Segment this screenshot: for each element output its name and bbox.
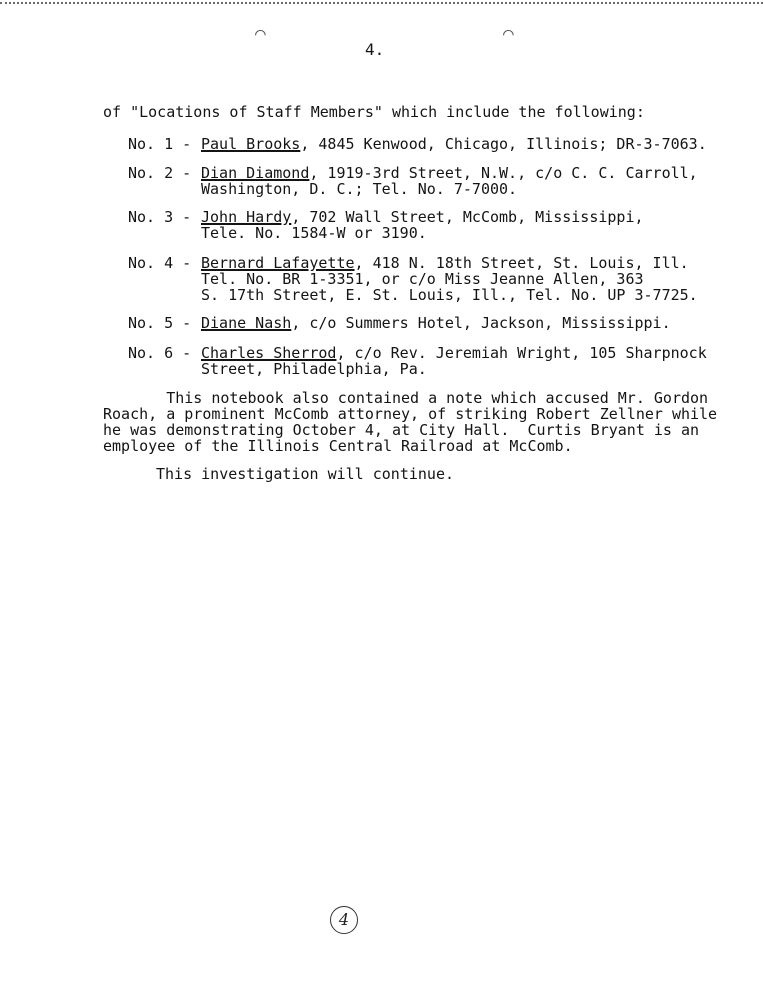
entry-body [201, 345, 721, 377]
paragraph-line-3: he was demonstrating October 4, at City Hall. Curtis Bryant is an [103, 421, 700, 439]
circled-page-number: 4 [330, 906, 358, 934]
entry-address-line2: Street, Philadelphia, Pa. [201, 360, 427, 378]
entry-body [201, 255, 721, 303]
paragraph-line-1: This notebook also contained a note which accused Mr. Gordon [103, 389, 709, 407]
top-dotted-border [0, 2, 763, 4]
closing-line: This investigation will continue. [156, 465, 455, 483]
entry-number: No. 3 - [128, 208, 192, 226]
staff-name: Dian Diamond [201, 164, 310, 182]
paragraph-line-2: Roach, a prominent McComb attorney, of striking Robert Zellner while [103, 405, 718, 423]
entry-body [201, 136, 721, 152]
staff-name: John Hardy [201, 208, 292, 226]
punch-mark-left: ⌒ [255, 23, 266, 44]
entry-number: No. 4 - [128, 254, 192, 272]
staff-name: Diane Nash [201, 314, 292, 332]
staff-name: Bernard Lafayette [201, 254, 355, 272]
entry-address: , c/o Rev. Jeremiah Wright, 105 Sharpnock [336, 344, 707, 362]
staff-name: Paul Brooks [201, 135, 301, 153]
intro-line: of "Locations of Staff Members" which include the following: [103, 103, 645, 121]
entry-address: , 418 N. 18th Street, St. Louis, Ill. [354, 254, 689, 272]
notebook-paragraph [103, 390, 723, 454]
entry-number: No. 5 - [128, 314, 192, 332]
entry-number: No. 1 - [128, 135, 192, 153]
entry-address: , 1919-3rd Street, N.W., c/o C. C. Carroll, [309, 164, 698, 182]
entry-address: , 702 Wall Street, McComb, Mississippi, [291, 208, 644, 226]
entry-number: No. 2 - [128, 164, 192, 182]
entry-address-line2: Washington, D. C.; Tel. No. 7-7000. [201, 180, 518, 198]
paragraph-line-4: employee of the Illinois Central Railroad at McComb. [103, 437, 573, 455]
page-number: 4. [365, 40, 385, 59]
entry-number: No. 6 - [128, 344, 192, 362]
entry-address-line2: Tele. No. 1584-W or 3190. [201, 224, 427, 242]
entry-body [201, 165, 721, 197]
entry-body [201, 209, 721, 241]
entry-address: , 4845 Kenwood, Chicago, Illinois; DR-3-7063. [300, 135, 707, 153]
entry-address: , c/o Summers Hotel, Jackson, Mississippi. [291, 314, 671, 332]
staff-name: Charles Sherrod [201, 344, 337, 362]
entry-address-line3: S. 17th Street, E. St. Louis, Ill., Tel. No. UP 3-7725. [201, 286, 698, 304]
entry-address-line2: Tel. No. BR 1-3351, or c/o Miss Jeanne Allen, 363 [201, 270, 644, 288]
entry-body [201, 315, 721, 331]
punch-mark-right: ⌒ [503, 23, 514, 44]
